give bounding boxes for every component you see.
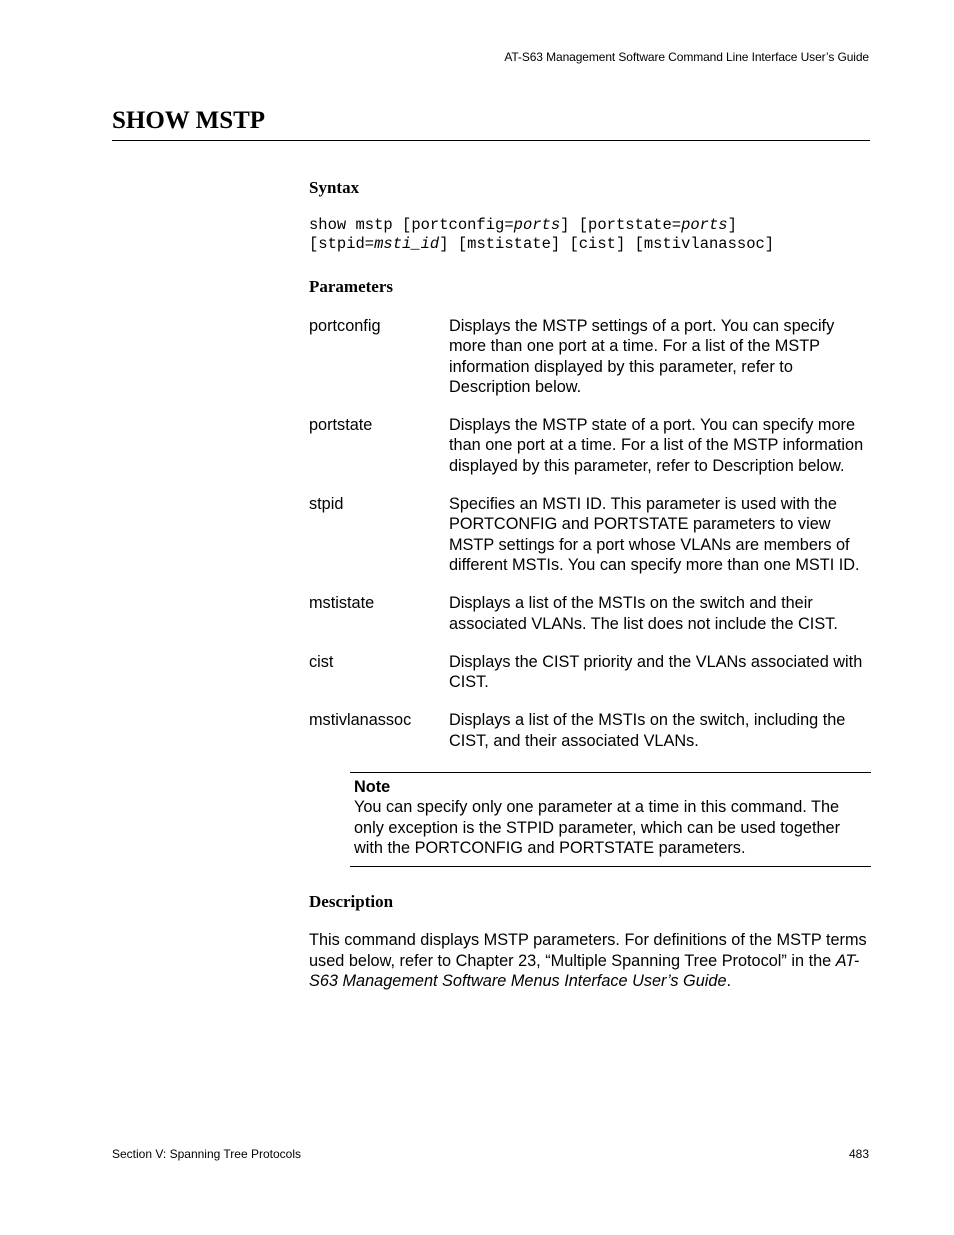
parameter-name: mstivlanassoc xyxy=(309,711,412,730)
syntax-line-1 xyxy=(309,216,871,235)
parameter-name: cist xyxy=(309,652,334,671)
parameter-row xyxy=(309,652,871,693)
syntax-line-2 xyxy=(309,235,871,254)
syntax-variable: ports xyxy=(513,216,561,234)
book-title-reference: AT-S63 Management Software Menus Interface User’s Guide xyxy=(309,951,860,990)
parameter-name: mstistate xyxy=(309,594,375,613)
note-title: Note xyxy=(354,778,391,797)
parameter-row xyxy=(309,494,871,575)
description-text xyxy=(309,930,871,991)
note-box xyxy=(350,772,871,867)
parameter-row xyxy=(309,593,871,634)
running-header: AT-S63 Management Software Command Line Interface User’s Guide xyxy=(504,50,869,64)
parameter-name: portstate xyxy=(309,416,373,435)
parameter-description: Specifies an MSTI ID. This parameter is used with the PORTCONFIG and PORTSTATE parameters to view MSTP settings for a port whose VLANs are members of different MSTIs. You can specify more than one MSTI ID. xyxy=(449,495,860,574)
footer-section: Section V: Spanning Tree Protocols xyxy=(112,1147,301,1161)
syntax-text: ] [mstistate] [cist] [mstivlanassoc] xyxy=(439,235,775,253)
syntax-heading: Syntax xyxy=(309,178,360,197)
page-title: SHOW MSTP xyxy=(112,107,266,134)
parameter-description: Displays a list of the MSTIs on the switch, including the CIST, and their associated VLANs. xyxy=(449,711,846,750)
syntax-text: ] [portstate= xyxy=(560,216,682,234)
syntax-code xyxy=(309,216,871,254)
parameter-name: portconfig xyxy=(309,317,381,335)
parameter-name: stpid xyxy=(309,495,344,514)
parameter-row xyxy=(309,316,871,397)
note-text: You can specify only one parameter at a time in this command. The only exception is the STPID parameter, which can be used together with the PORTCONFIG and PORTSTATE parameters. xyxy=(354,798,840,857)
title-rule xyxy=(112,140,870,141)
description-end: . xyxy=(726,971,732,990)
syntax-text: show mstp [portconfig= xyxy=(309,216,514,234)
parameter-description: Displays a list of the MSTIs on the switch and their associated VLANs. The list does not include the CIST. xyxy=(449,594,838,633)
parameters-heading: Parameters xyxy=(309,277,394,296)
parameter-description: Displays the MSTP state of a port. You can specify more than one port at a time. For a list of the MSTP information displayed by this parameter, refer to Description below. xyxy=(449,416,864,475)
page-number: 483 xyxy=(848,1147,869,1161)
description-body: This command displays MSTP parameters. For definitions of the MSTP terms used below, refer to Chapter 23, “Multiple Spanning Tree Protocol” in the xyxy=(309,931,867,970)
syntax-variable: msti_id xyxy=(374,235,440,253)
syntax-variable: ports xyxy=(681,216,728,234)
parameter-row xyxy=(309,710,871,751)
syntax-text: [stpid= xyxy=(309,235,375,253)
syntax-text: ] xyxy=(727,216,737,234)
description-heading: Description xyxy=(309,892,394,912)
parameters-list xyxy=(309,316,871,751)
parameter-description: Displays the CIST priority and the VLANs associated with CIST. xyxy=(449,652,863,692)
parameter-row xyxy=(309,415,871,476)
parameter-description: Displays the MSTP settings of a port. You can specify more than one port at a time. For a list of the MSTP information displayed by this parameter, refer to Description below. xyxy=(449,317,835,396)
main-content xyxy=(309,178,871,991)
